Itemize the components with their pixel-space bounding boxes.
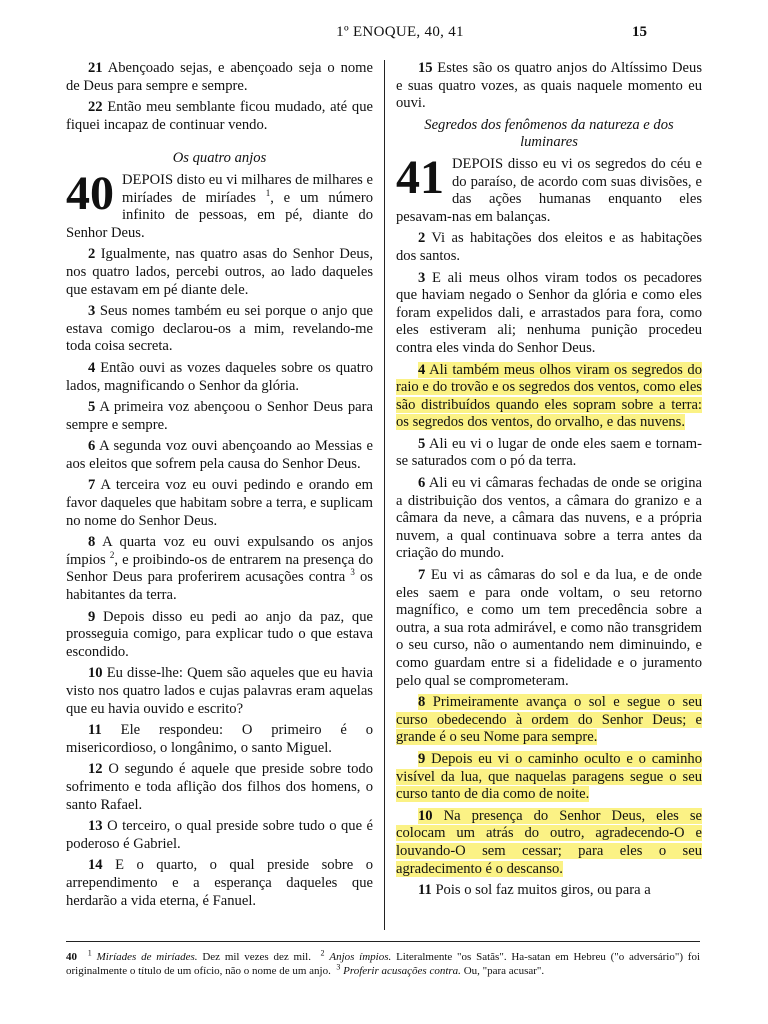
verse-text: Ali eu vi o lugar de onde eles saem e tornam-se saturados com o pó da terra.	[396, 435, 702, 470]
verse-40-3	[66, 303, 373, 356]
verse-text: A terceira voz eu ouvi pedindo e orando em favor daqueles que habitam sobre a terra, e suplicam no nome do Senhor Deus.	[66, 477, 373, 529]
verse-text: E o quarto, o qual preside sobre o arrependimento e a esperança daqueles que herdarão a vida eterna, é Fanuel.	[66, 857, 373, 909]
verse-number: 10	[88, 665, 103, 682]
verse-text: Seus nomes também eu sei porque o anjo que estava comigo declarou-os a mim, revelando-me toda coisa secreta.	[66, 303, 373, 355]
highlighted-passage	[396, 362, 702, 431]
verse-41-9	[396, 751, 702, 804]
verse-40-12	[66, 761, 373, 814]
footnote-marker: 2	[109, 549, 115, 560]
verse-40-9	[66, 609, 373, 662]
footnotes	[66, 950, 700, 978]
verse-number: 5	[418, 435, 426, 452]
verse-41-2	[396, 230, 702, 265]
verse-text: , e um número infinito de pessoas, em pé, diante do Senhor Deus.	[66, 189, 373, 241]
section-title: Os quatro anjos	[172, 150, 267, 167]
verse-40-13	[66, 818, 373, 853]
verse-41-10	[396, 808, 702, 878]
verse-number: 2	[418, 230, 426, 247]
footnote-divider	[66, 941, 700, 942]
verse-number: 3	[418, 269, 426, 286]
footnote-chapter-ref: 40	[66, 951, 77, 963]
verse-text: , e proibindo-os de entrarem na presença do Senhor Deus para proferirem acusações contra	[66, 551, 373, 586]
verse-number: 11	[418, 882, 432, 899]
verse-39-22	[66, 99, 373, 134]
verse-text: Então ouvi as vozes daqueles sobre os quatro lados, magnificando o Senhor da glória.	[66, 359, 373, 394]
verse-41-11	[396, 882, 702, 900]
verse-41-7	[396, 567, 702, 690]
highlighted-passage	[396, 694, 702, 745]
verse-number: 15	[418, 60, 433, 76]
verse-40-5	[66, 399, 373, 434]
verse-text: Vi as habitações dos eleitos e as habitações dos santos.	[396, 230, 702, 264]
verse-number: 4	[418, 361, 426, 378]
verse-text: DEPOIS disso eu vi os segredos do céu e do paraíso, de acordo com suas divisões, e das ações humanas enquanto eles pesavam-nas em balanças.	[396, 155, 702, 225]
verse-text: Abençoado sejas, e abençoado seja o nome de Deus para sempre e sempre.	[66, 60, 373, 94]
verse-number: 6	[88, 438, 96, 455]
verse-number: 14	[88, 857, 103, 874]
highlighted-passage	[396, 808, 702, 877]
verse-text: Primeiramente avança o sol e segue o seu curso obedecendo à ordem do Senhor Deus; e grande é o seu Nome para sempre.	[396, 694, 702, 746]
verse-number: 8	[418, 694, 426, 711]
verse-40-11	[66, 722, 373, 757]
verse-number: 11	[88, 722, 102, 739]
verse-40-8	[66, 534, 373, 604]
verse-number: 12	[88, 761, 103, 778]
verse-41-5	[396, 436, 702, 471]
verse-39-21	[66, 60, 373, 95]
verse-text: O segundo é aquele que preside sobre todo sofrimento e toda aflição dos filhos dos homens, o santo Rafael.	[66, 761, 373, 813]
verse-text: Ele respondeu: O primeiro é o misericordioso, o longânimo, o santo Miguel.	[66, 722, 373, 756]
verse-text: Igualmente, nas quatro asas do Senhor Deus, nos quatro lados, percebi outros, ao lado daqueles que estavam em pé diante dele.	[66, 246, 373, 298]
verse-40-2	[66, 246, 373, 299]
verse-number: 9	[88, 608, 96, 625]
chapter-41-verse-1	[396, 150, 702, 226]
verse-number: 7	[88, 477, 96, 494]
footnote-term: Proferir acusações contra.	[343, 965, 461, 977]
footnote-term: Anjos ímpios.	[329, 951, 392, 963]
verse-text: Eu disse-lhe: Quem são aqueles que eu havia visto nos quatro lados e cujas palavras eram aquelas que eu havia ouvido e escrito?	[66, 665, 373, 717]
chapter-number: 41	[396, 150, 444, 204]
verse-number: 6	[418, 475, 426, 492]
verse-text: Eu vi as câmaras do sol e da lua, e de onde eles saem e para onde voltam, o seu retorno magnífico, e como um tem precedência sobre a outra, a sua rota admirável, e como não transgridem o seu curso, não o aumentando nem diminuindo, e como guardam entre si a fidelidade e o juramento pelo qual se comprometeram.	[396, 567, 702, 689]
verse-41-8	[396, 694, 702, 747]
column-divider	[384, 60, 385, 930]
footnote-marker: 3	[350, 567, 355, 578]
verse-number: 7	[418, 567, 426, 584]
left-column	[66, 60, 373, 914]
verse-number: 4	[88, 359, 96, 376]
verse-number: 8	[88, 534, 96, 551]
verse-text: Depois disso eu pedi ao anjo da paz, que prosseguia comigo, para explicar tudo o que estava escondido.	[66, 608, 373, 660]
verse-text: Ali eu vi câmaras fechadas de onde se origina a distribuição dos ventos, a câmara do granizo e a câmara da neve, a câmara das nuvens, e a própria nuvem, a qual continuava sobre a terra antes da criação do mundo.	[396, 475, 702, 562]
verse-number: 5	[88, 399, 96, 416]
chapter-40-verse-1	[66, 166, 373, 242]
verse-40-15	[396, 60, 702, 113]
verse-text: DEPOIS disto eu vi milhares de milhares e miríades de miríades	[122, 171, 373, 206]
footnote-marker: 1	[87, 948, 92, 958]
verse-40-4	[66, 360, 373, 395]
highlighted-passage	[396, 751, 702, 802]
verse-text: O terceiro, o qual preside sobre tudo o que é poderoso é Gabriel.	[66, 818, 373, 852]
verse-number: 22	[88, 99, 103, 116]
verse-text: E ali meus olhos viram todos os pecadores que haviam negado o Senhor da glória e como eles foram expelidos dali, e arrastados para fora, como eles estiveram ali; nenhuma punição procedeu contra eles vinda do Senhor Deus.	[396, 269, 702, 356]
right-column	[396, 60, 702, 904]
verse-40-14	[66, 857, 373, 910]
verse-40-6	[66, 438, 373, 473]
section-title: Segredos dos fenômenos da natureza e dos luminares	[424, 116, 674, 151]
footnote-text: Dez mil vezes dez mil.	[197, 951, 311, 963]
verse-number: 9	[418, 750, 426, 767]
verse-text: A segunda voz ouvi abençoando ao Messias e aos eleitos que sofrem pela causa do Senhor Deus.	[66, 438, 373, 472]
verse-number: 2	[88, 246, 96, 263]
verse-40-7	[66, 477, 373, 530]
page-number: 15	[632, 24, 647, 40]
verse-41-4	[396, 362, 702, 432]
verse-text: Depois eu vi o caminho oculto e o caminho visível da lua, que naquelas paragens segue o seu curso tanto de dia como de noite.	[396, 750, 702, 803]
verse-41-3	[396, 270, 702, 358]
verse-text: Pois o sol faz muitos giros, ou para a	[431, 882, 651, 899]
verse-text: Ali também meus olhos viram os segredos do raio e do trovão e os segredos dos ventos, como eles são distribuídos quando eles sopram sobre a terra: os segredos dos ventos, do orvalho, e das nuvens.	[396, 361, 702, 431]
verse-number: 3	[88, 303, 96, 320]
footnote-term: Miríades de miríades.	[96, 951, 198, 963]
verse-text: Na presença do Senhor Deus, eles se colocam um atrás do outro, agradecendo-O e louvando-O sem cessar; para eles o seu agradecimento é o descanso.	[396, 807, 702, 877]
footnote-text: Ou, "para acusar".	[460, 965, 545, 977]
verse-number: 21	[88, 60, 103, 76]
verse-text: A quarta voz eu ouvi expulsando os anjos ímpios	[66, 534, 373, 568]
footnote-text: Literalmente "os Satãs". Ha-satan em Hebreu ("o adversário") foi originalmente o título de um ofício, não o nome de um anjo.	[66, 951, 701, 977]
verse-41-6	[396, 475, 702, 563]
verse-40-10	[66, 665, 373, 718]
verse-text: A primeira voz abençoou o Senhor Deus para sempre e sempre.	[66, 399, 373, 433]
verse-number: 13	[88, 818, 103, 835]
verse-number: 10	[418, 807, 433, 824]
verse-text: Estes são os quatro anjos do Altíssimo Deus e suas quatro vozes, as quais naquele momento eu ouvi.	[396, 60, 702, 112]
running-title: 1º ENOQUE, 40, 41	[336, 24, 464, 40]
chapter-number: 40	[66, 166, 114, 220]
footnote-marker: 3	[336, 962, 341, 972]
footnote-marker: 2	[320, 948, 325, 958]
verse-text: os habitantes da terra.	[66, 569, 373, 604]
page-header	[0, 24, 768, 46]
verse-text: Então meu semblante ficou mudado, até que fiquei incapaz de continuar vendo.	[66, 99, 373, 133]
footnote-marker: 1	[265, 187, 271, 198]
